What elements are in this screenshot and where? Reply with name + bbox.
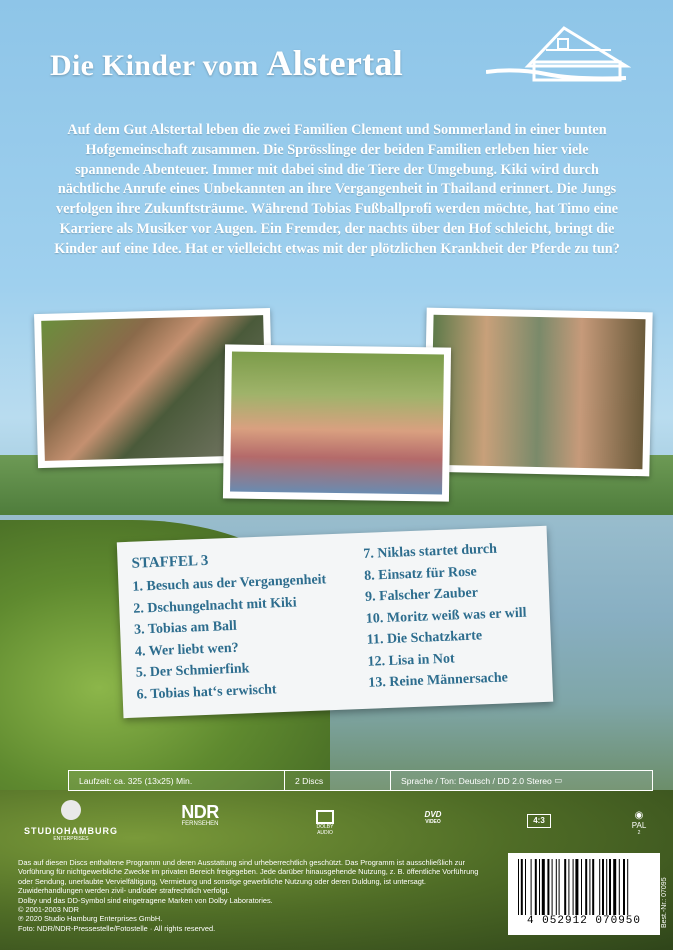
barcode-bar <box>585 859 587 915</box>
barcode-bar <box>575 859 578 915</box>
episode-item: 2. Dschungelnacht mit Kiki <box>133 594 297 617</box>
pal-text: PAL <box>631 821 647 830</box>
photo-two-teens <box>423 308 652 477</box>
episode-item: 1. Besuch aus der Vergangenheit <box>132 572 327 595</box>
language-text: Sprache / Ton: Deutsch / DD 2.0 Stereo <box>401 775 552 786</box>
dolby-text: DOLBY AUDIO <box>316 824 334 836</box>
episode-column-1 <box>132 572 331 708</box>
disc-count: 2 Discs <box>285 771 391 790</box>
barcode-bar <box>573 859 574 915</box>
barcode-box <box>508 853 660 935</box>
episode-item: 7. Niklas startet durch <box>363 541 498 562</box>
title-part2: Alstertal <box>266 43 404 83</box>
order-number: Best.-Nr.: 07095 <box>661 877 668 928</box>
barcode-bar <box>564 859 566 915</box>
dvd-video-logo <box>420 810 446 825</box>
barcode-bar <box>627 859 628 915</box>
aspect-ratio-badge: 4:3 <box>527 814 551 828</box>
episode-column-2 <box>363 541 529 698</box>
dolby-dd-icon <box>316 810 334 824</box>
barcode-bar <box>609 859 611 915</box>
dvd-text: DVD <box>424 810 442 819</box>
ndr-sub: FERNSEHEN <box>181 821 219 827</box>
photo-kids-blanket <box>223 344 451 501</box>
barcode-bar <box>518 859 519 915</box>
episode-list-card <box>117 526 553 718</box>
episode-item: 3. Tobias am Ball <box>133 618 238 638</box>
series-title <box>50 42 403 84</box>
barcode-bar <box>552 859 553 915</box>
barcode-bar <box>531 859 532 915</box>
studio-hamburg-name: STUDIOHAMBURG <box>24 826 118 836</box>
episode-item: 5. Der Schmierfink <box>135 661 250 681</box>
legal-line: Dolby und das DD-Symbol sind eingetragene Marken von Dolby Laboratories. <box>18 895 273 905</box>
runtime-info: Laufzeit: ca. 325 (13x25) Min. <box>69 771 285 790</box>
legal-line: ℗ 2020 Studio Hamburg Enterprises GmbH. <box>18 914 163 924</box>
barcode-bar <box>542 859 545 915</box>
region-number: 2 <box>637 830 641 836</box>
studio-hamburg-emblem-icon <box>61 800 81 820</box>
barcode-bar <box>535 859 537 915</box>
studio-hamburg-sub: ENTERPRISES <box>53 836 89 842</box>
episode-item: 4. Wer liebt wen? <box>134 640 239 660</box>
barcode-bar <box>606 859 607 915</box>
barcode-bar <box>602 859 604 915</box>
barcode-bar <box>623 859 625 915</box>
title-part1: Die Kinder vom <box>50 49 267 82</box>
episode-item: 9. Falscher Zauber <box>364 585 479 605</box>
barcode-bar <box>547 859 549 915</box>
episode-item: 13. Reine Männersache <box>368 670 509 691</box>
legal-line: Das auf diesen Discs enthaltene Programm und deren Ausstattung sind urheberrechtlich geschützt. Das Programm ist ausschließlich zur Vorführung für nichtgewerbliche Zwecke im privaten Bereich freigegeben. Jede darüber hinausgehende Nutzung, z. B. öffentliche Vorführung oder Sendung, unerlaubte Vervielfältigung, Vermietung und sonstige gewerbliche Nutzung oder deren Duldung, ist untersagt. Zuwiderhandlungen werden zivil- und/oder strafrechtlich verfolgt. <box>18 858 479 896</box>
episode-item: 11. Die Schatzkarte <box>366 628 483 648</box>
barcode-bar <box>521 859 523 915</box>
logo-row <box>0 800 673 852</box>
barcode-bar <box>592 859 594 915</box>
barcode-bar <box>613 859 616 915</box>
farmhouse-logo-icon <box>486 24 631 89</box>
dolby-logo <box>313 810 337 836</box>
pal-region-logo <box>624 810 654 836</box>
subtitle-icon: ▭ <box>554 775 563 785</box>
barcode-bar <box>568 859 569 915</box>
synopsis-text: Auf dem Gut Alstertal leben die zwei Familien Clement und Sommerland in einer bunten Hofgemeinschaft zusammen. Die Sprösslinge der beiden Familien erleben hier viele spannende Abenteuer. Immer mit dabei sind die Tiere der Umgebung. Kiki wird durch nächtliche Anrufe eines Unbekannten an ihre Vergangenheit in Thailand erinnert. Die Jungs verfolgen ihre Zukunftsträume. Während Tobias Fußballprofi werden möchte, hat Timo eine Karriere als Musiker vor Augen. Ein Fremder, der nachts über den Hof schleicht, bringt die Kinder auf eine Idee. Hat er vielleicht etwas mit der plötzlichen Krankheit der Pferde zu tun? <box>54 122 620 257</box>
studio-hamburg-logo <box>16 800 126 842</box>
barcode-bar <box>599 859 600 915</box>
episode-item: 10. Moritz weiß was er will <box>365 605 527 627</box>
legal-notice <box>18 858 488 933</box>
barcode-bar <box>619 859 620 915</box>
dvd-sub: VIDEO <box>425 819 441 825</box>
legal-line: © 2001-2003 NDR <box>18 905 79 915</box>
barcode-bar <box>589 859 590 915</box>
barcode-bar <box>559 859 560 915</box>
ndr-logo <box>170 802 230 827</box>
barcode-bar <box>556 859 557 915</box>
barcode-bar <box>581 859 582 915</box>
episode-item: 6. Tobias hat‘s erwischt <box>136 681 277 703</box>
barcode-bars <box>518 859 650 915</box>
region-globe-icon: ◉ <box>634 810 644 821</box>
season-heading: STAFFEL 3 <box>131 552 209 572</box>
language-info <box>391 771 652 790</box>
episode-item: 12. Lisa in Not <box>367 650 455 670</box>
episode-item: 8. Einsatz für Rose <box>363 564 477 584</box>
disc-info-bar <box>68 770 653 791</box>
barcode-bar <box>539 859 540 915</box>
ndr-name: NDR <box>181 802 219 822</box>
barcode-bar <box>525 859 526 915</box>
legal-line: Foto: NDR/NDR-Pressestelle/Fotostelle · All rights reserved. <box>18 923 216 933</box>
barcode-digits: 4 052912 070950 <box>526 915 642 927</box>
